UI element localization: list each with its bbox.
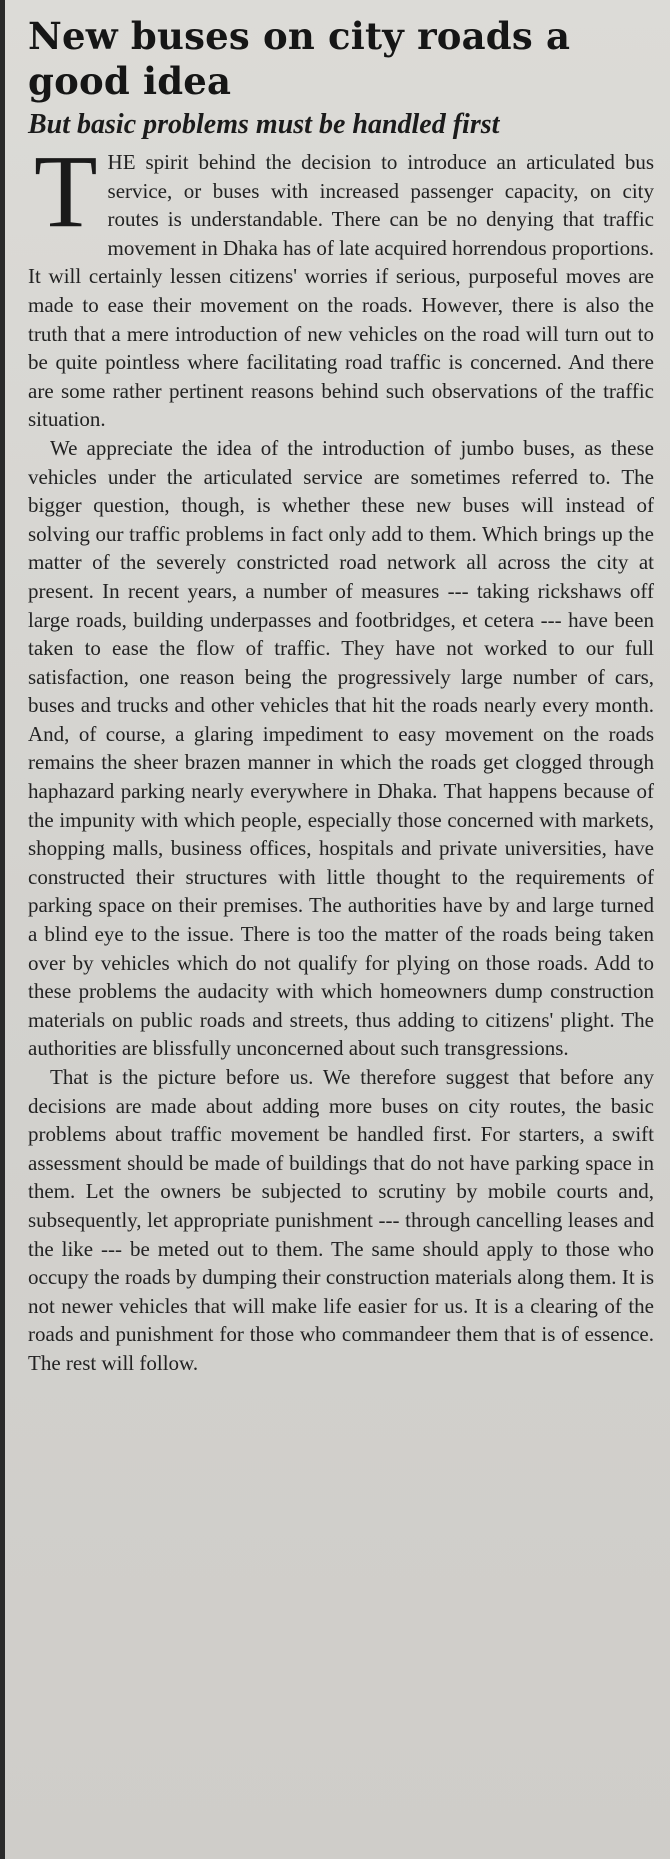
headline: New buses on city roads a good idea <box>28 14 571 103</box>
paragraph-2: We appreciate the idea of the introduction of jumbo buses, as these vehicles under the articulated service are sometimes referred to. The bigger question, though, is whether these new buses will instead of solving our traffic problems in fact only add to them. Which brings up the matter of the severely constricted road network all across the city at present. In recent years, a number of measures --- taking rickshaws off large roads, building underpasses and footbridges, et cetera --- have been taken to ease the flow of traffic. They have not worked to our full satisfaction, one reason being the progressively large number of cars, buses and trucks and other vehicles that hit the roads nearly every month. And, of course, a glaring impediment to easy movement on the roads remains the sheer brazen manner in which the roads get clogged through haphazard parking nearly everywhere in Dhaka. That happens because of the impunity with which people, especially those concerned with markets, shopping malls, business offices, hospitals and private universities, have constructed their structures with little thought to the requirements of parking space on their premises. The authorities have by and large turned a blind eye to the issue. There is too the matter of the roads being taken over by vehicles which do not qualify for plying on those roads. Add to these problems the audacity with which homeowners dump construction materials on public roads and streets, thus adding to citizens' plight. The authorities are blissfully unconcerned about such transgressions. <box>28 435 654 1061</box>
paragraph-1 <box>28 134 654 434</box>
paragraph-3: That is the picture before us. We therefore suggest that before any decisions are made about adding more buses on city routes, the basic problems about traffic movement be handled first. For starters, a swift assessment should be made of buildings that do not have parking space in them. Let the owners be subjected to scrutiny by mobile courts and, subsequently, let appropriate punishment --- through cancelling leases and the like --- be meted out to them. The same should apply to those who occupy the roads by dumping their construction materials along them. It is not newer vehicles that will make life easier for us. It is a clearing of the roads and punishment for those who commandeer them that is of essence. The rest will follow. <box>28 1065 654 1375</box>
drop-cap: T <box>34 134 98 249</box>
column-rule <box>0 0 5 1859</box>
article-body <box>28 134 654 1378</box>
paragraph-1-text: HE spirit behind the decision to introduce an articulated bus service, or buses with increased passenger capacity, on city routes is understandable. There can be no denying that traffic movement in Dhaka has of late acquired horrendous proportions. It will certainly lessen citizens' worries if serious, purposeful moves are made to ease their movement on the roads. However, there is also the truth that a mere introduction of new vehicles on the road will turn out to be quite pointless where facilitating road traffic is concerned. And there are some rather pertinent reasons behind such observations of the traffic situation. <box>28 150 654 432</box>
subheadline: But basic problems must be handled first <box>28 109 500 140</box>
